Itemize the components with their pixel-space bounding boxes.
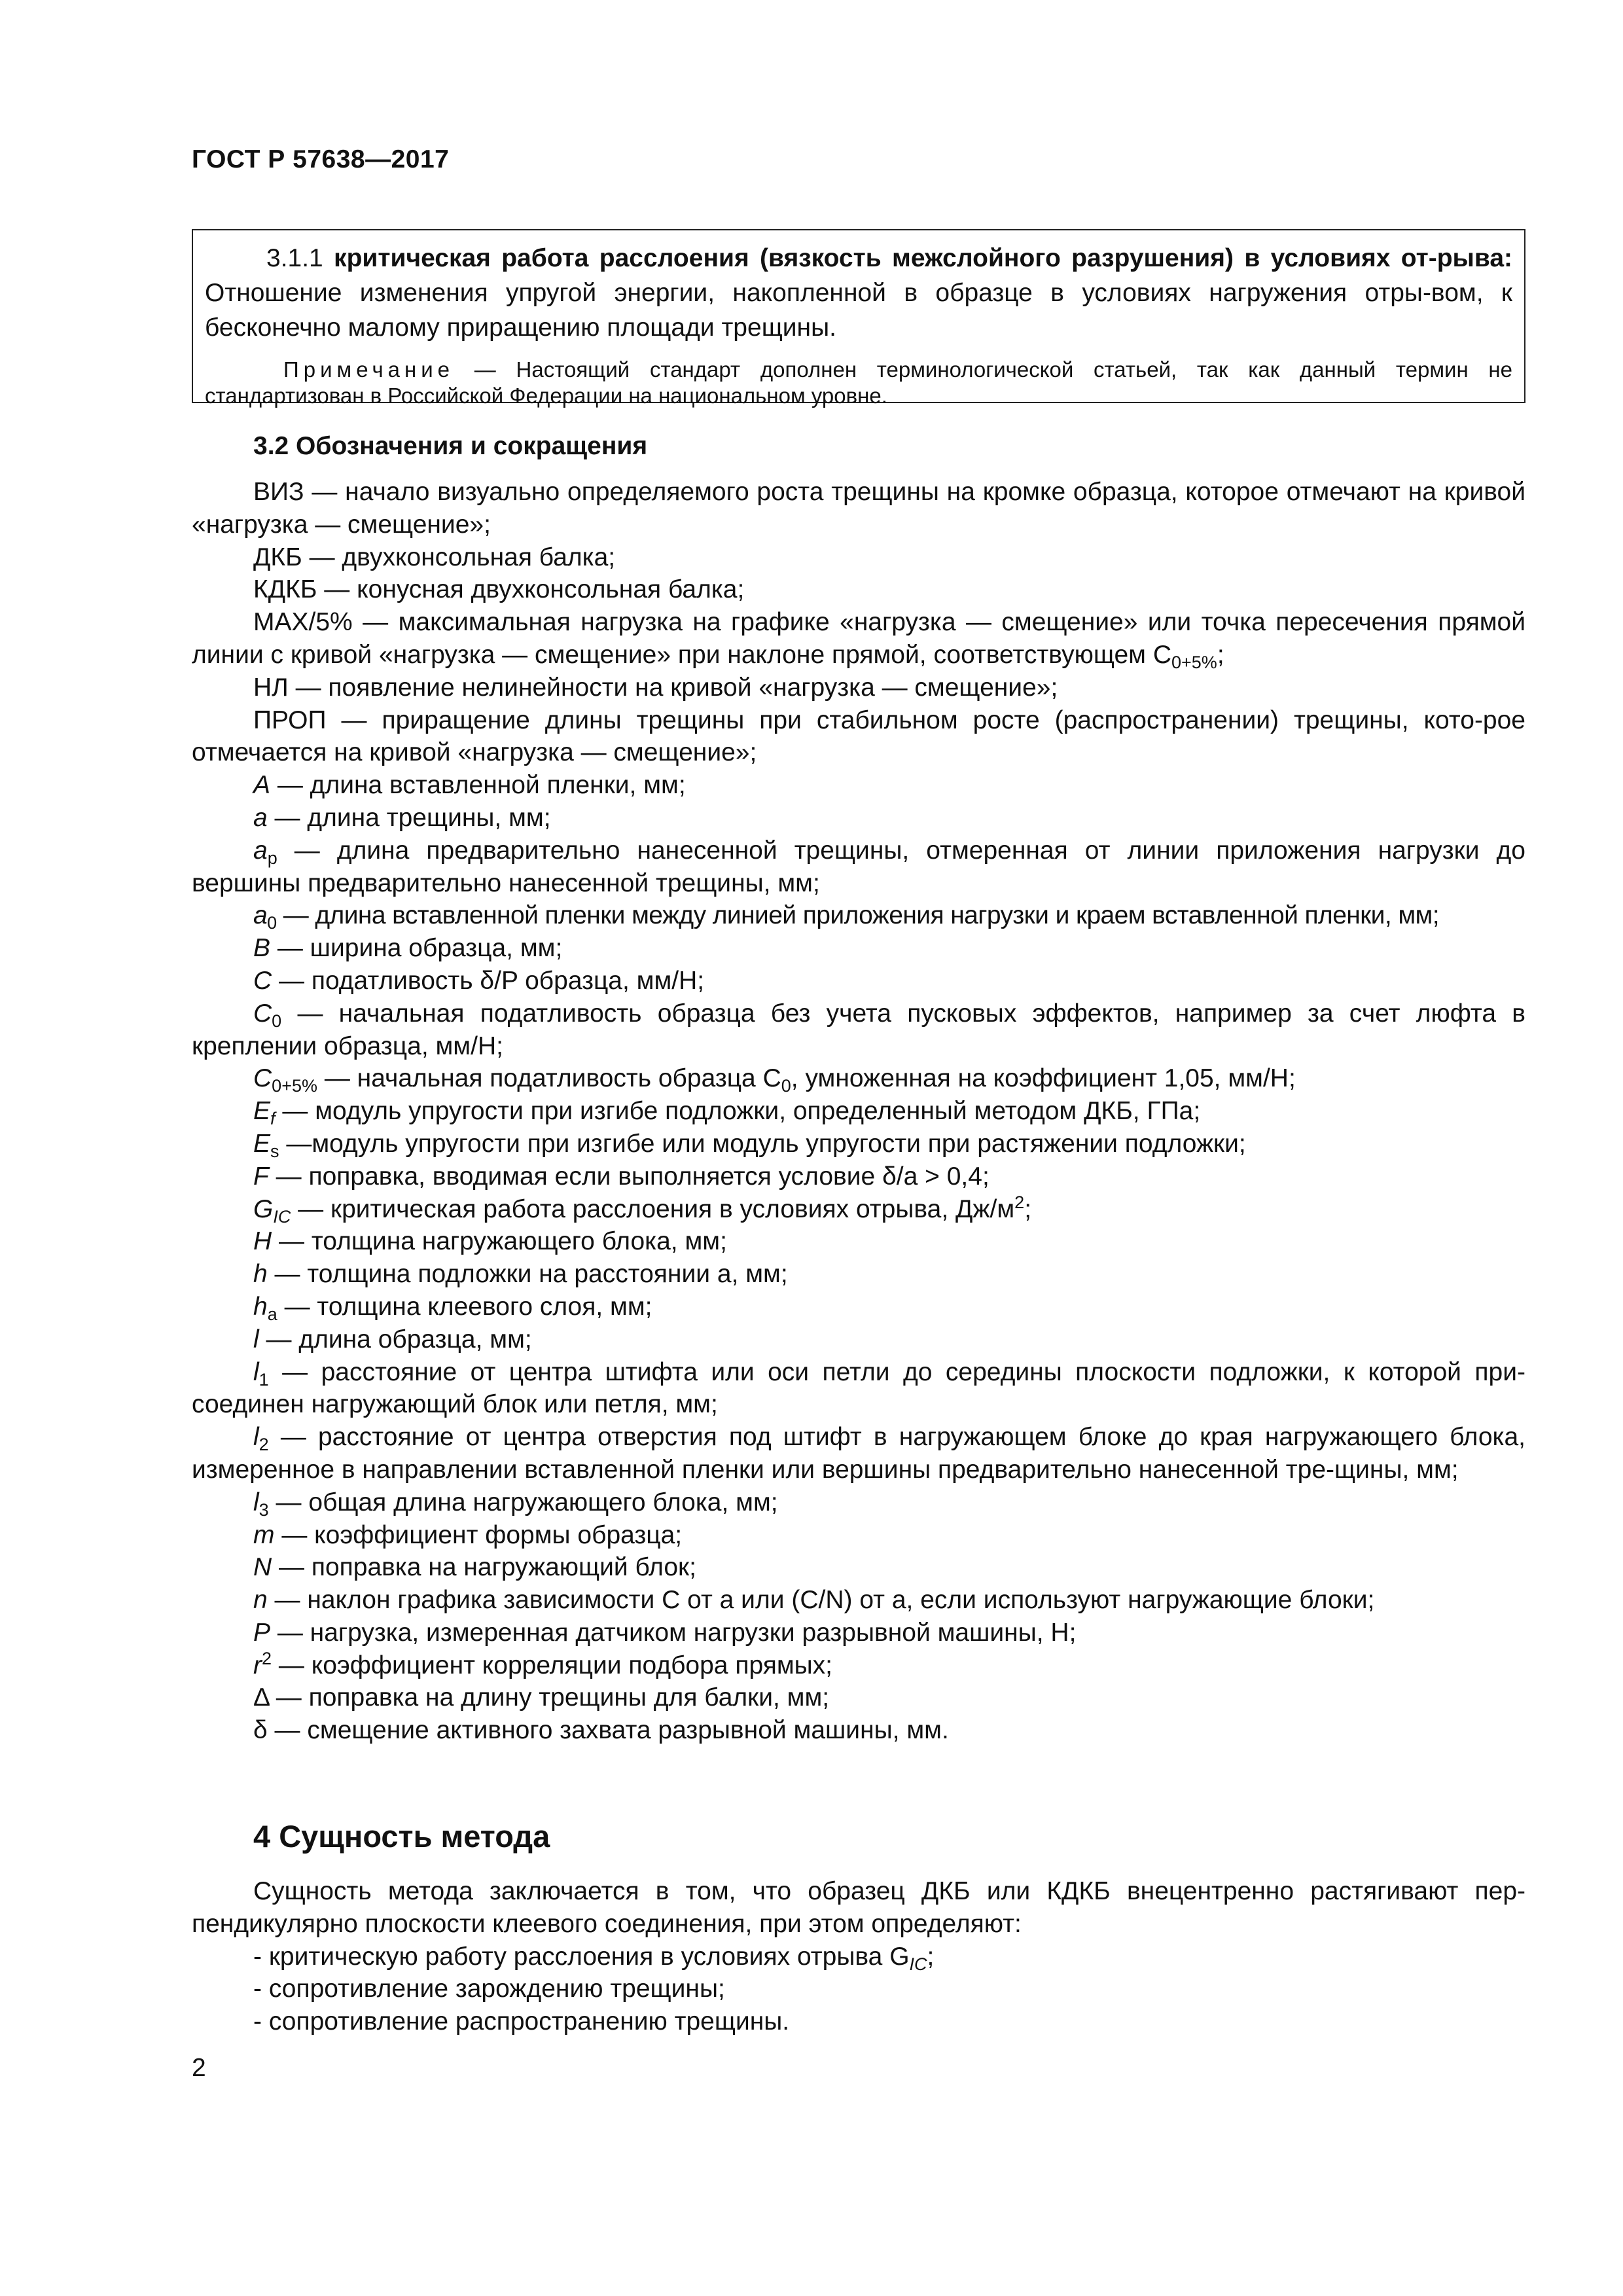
list-item: $h_a$ — толщина клеевого слоя, мм; (253, 1292, 652, 1324)
list-item: $C_{0+5\%}$ — начальная податливость образца $C_0$, умноженная на коэффициент 1,05, мм/Н; (253, 1064, 1296, 1096)
list-item: $a_0$ — длина вставленной пленки между линией приложения нагрузки и краем вставленной пленки, мм; (253, 901, 1440, 933)
list-item: ПРОП — приращение длины трещины при стабильном росте (распространении) трещины, кото-рое отмечается на кривой «нагрузка — смещение»; (192, 706, 1525, 767)
list-item: Δ — поправка на длину трещины для балки, мм; (253, 1683, 830, 1712)
list-item: - критическую работу расслоения в условиях отрыва $G_{IC}$; (253, 1942, 935, 1974)
list-item: a — длина трещины, мм; (253, 803, 551, 832)
list-item: $E_f$ — модуль упругости при изгибе подложки, определенный методом ДКБ, ГПа; (253, 1097, 1201, 1129)
list-item: ВИЗ — начало визуально определяемого роста трещины на кромке образца, которое отмечают на кривой «нагрузка — смещение»; (192, 478, 1525, 539)
list-item: N — поправка на нагружающий блок; (253, 1553, 696, 1582)
note-text: — Настоящий стандарт дополнен терминологической статьей, так как данный термин не стандартизован в Российской Федерации на национальном уровне. (205, 357, 1513, 408)
list-item: - сопротивление распространению трещины. (253, 2007, 790, 2036)
list-item: $l_3$ — общая длина нагружающего блока, мм; (253, 1488, 778, 1520)
list-item: F — поправка, вводимая если выполняется условие δ/a > 0,4; (253, 1162, 990, 1191)
list-item: МАХ/5% — максимальная нагрузка на графике «нагрузка — смещение» или точка пересечения прямой линии с кривой «нагрузка — смещение» при наклоне прямой, соответствующем $С_{0+5\%}$; (192, 608, 1525, 672)
list-item: B — ширина образца, мм; (253, 934, 563, 963)
list-item: P — нагрузка, измеренная датчиком нагрузки разрывной машины, Н; (253, 1618, 1077, 1647)
page-number: 2 (192, 2054, 206, 2082)
standard-id-header: ГОСТ Р 57638—2017 (192, 145, 450, 173)
section-4-heading: 4 Сущность метода (253, 1819, 550, 1854)
note-label: Примечание (283, 357, 455, 382)
list-item: A — длина вставленной пленки, мм; (253, 771, 686, 800)
term-definition-box (192, 229, 1525, 408)
list-item: $a_p$ — длина предварительно нанесенной трещины, отмеренная от линии приложения нагрузки до вершины предварительно нанесенной трещины, мм; (192, 836, 1525, 897)
list-item: $l_2$ — расстояние от центра отверстия под штифт в нагружающем блоке до края нагружающего блока, измеренное в направлении вставленной пленки или вершины предварительно нанесенной тре-щины, мм; (192, 1423, 1525, 1484)
list-item: ДКБ — двухконсольная балка; (253, 543, 616, 571)
list-item: l — длина образца, мм; (253, 1325, 532, 1354)
list-item: δ — смещение активного захвата разрывной машины, мм. (253, 1716, 949, 1745)
list-item: $l_1$ — расстояние от центра штифта или оси петли до середины плоскости подложки, к которой при-соединен нагружающий блок или петля, мм; (192, 1357, 1525, 1419)
list-item: n — наклон графика зависимости C от a или (C/N) от a, если используют нагружающие блоки; (253, 1586, 1375, 1615)
list-item: КДКБ — конусная двухконсольная балка; (253, 575, 745, 604)
section-4-intro: Сущность метода заключается в том, что образец ДКБ или КДКБ внецентренно растягивают пер-пендикулярно плоскости клеевого соединения, при этом определяют: (192, 1877, 1525, 1938)
term-definition-text: Отношение изменения упругой энергии, накопленной в образце в условиях нагружения отры-вом, к бесконечно малому приращению площади трещины. (205, 279, 1512, 342)
list-item: h — толщина подложки на расстоянии a, мм; (253, 1260, 788, 1289)
term-definition (205, 241, 1512, 345)
abbreviation-list (192, 476, 1525, 1747)
section-3-2-heading: 3.2 Обозначения и сокращения (253, 432, 648, 460)
list-item: $G_{IC}$ — критическая работа расслоения в условиях отрыва, $Дж/м^2$; (253, 1192, 1032, 1227)
section-4-body (192, 1875, 1525, 2038)
term-title: критическая работа расслоения (вязкость межслойного разрушения) в условиях от-рыва: (334, 244, 1512, 272)
list-item: C — податливость δ/P образца, мм/Н; (253, 966, 705, 995)
list-item: $E_s$ —модуль упругости при изгибе или модуль упругости при растяжении подложки; (253, 1129, 1246, 1161)
list-item: НЛ — появление нелинейности на кривой «нагрузка — смещение»; (253, 673, 1058, 702)
list-item: $C_0$ — начальная податливость образца без учета пусковых эффектов, например за счет люфта в креплении образца, мм/Н; (192, 999, 1525, 1060)
term-note (205, 357, 1512, 409)
list-item: m — коэффициент формы образца; (253, 1520, 683, 1549)
term-number: 3.1.1 (266, 244, 323, 272)
list-item: H — толщина нагружающего блока, мм; (253, 1227, 727, 1256)
list-item: - сопротивление зарождению трещины; (253, 1975, 725, 2003)
list-item: $r^2$ — коэффициент корреляции подбора прямых; (253, 1648, 833, 1679)
